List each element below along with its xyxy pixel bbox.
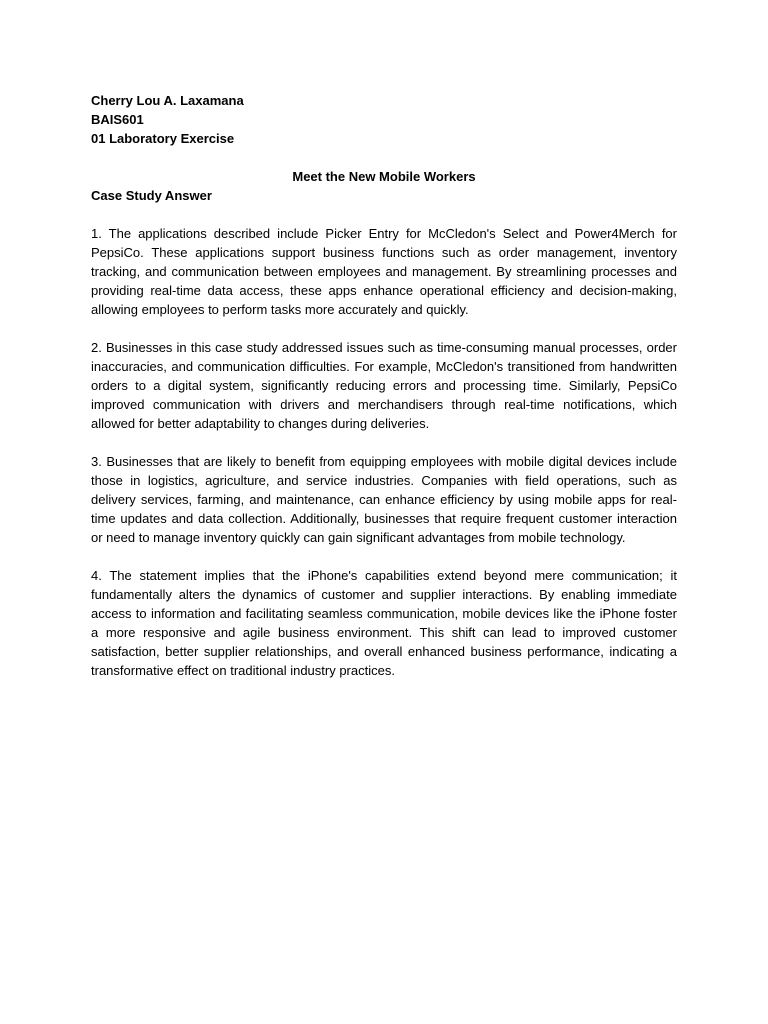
document-subtitle: Case Study Answer xyxy=(91,188,212,203)
author-name: Cherry Lou A. Laxamana xyxy=(91,93,244,108)
answer-paragraph-3: 3. Businesses that are likely to benefit from equipping employees with mobile digital devices include those in logistics, agriculture, and service industries. Companies with field operations, such as delivery services, farming, and maintenance, can enhance efficiency by using mobile apps for real-time updates and data collection. Additionally, businesses that require frequent customer interaction or need to manage inventory quickly can gain significant advantages from mobile technology. xyxy=(91,454,677,545)
document-page xyxy=(91,91,677,699)
course-code: BAIS601 xyxy=(91,112,144,127)
document-title: Meet the New Mobile Workers xyxy=(292,169,476,184)
answer-paragraph-2: 2. Businesses in this case study addressed issues such as time-consuming manual processes, order inaccuracies, and communication difficulties. For example, McCledon's transitioned from handwritten orders to a digital system, significantly reducing errors and processing time. Similarly, PepsiCo improved communication with drivers and merchandisers through real-time notifications, which allowed for better adaptability to changes during deliveries. xyxy=(91,340,677,431)
answer-paragraph-4: 4. The statement implies that the iPhone's capabilities extend beyond mere communication; it fundamentally alters the dynamics of customer and supplier interactions. By enabling immediate access to information and facilitating seamless communication, mobile devices like the iPhone foster a more responsive and agile business environment. This shift can lead to improved customer satisfaction, better supplier relationships, and overall enhanced business performance, indicating a transformative effect on traditional industry practices. xyxy=(91,568,677,678)
answer-paragraph-1: 1. The applications described include Picker Entry for McCledon's Select and Power4Merch for PepsiCo. These applications support business functions such as order management, inventory tracking, and communication between employees and management. By streamlining processes and providing real-time data access, these apps enhance operational efficiency and decision-making, allowing employees to perform tasks more accurately and quickly. xyxy=(91,226,677,317)
activity-title: 01 Laboratory Exercise xyxy=(91,131,235,146)
